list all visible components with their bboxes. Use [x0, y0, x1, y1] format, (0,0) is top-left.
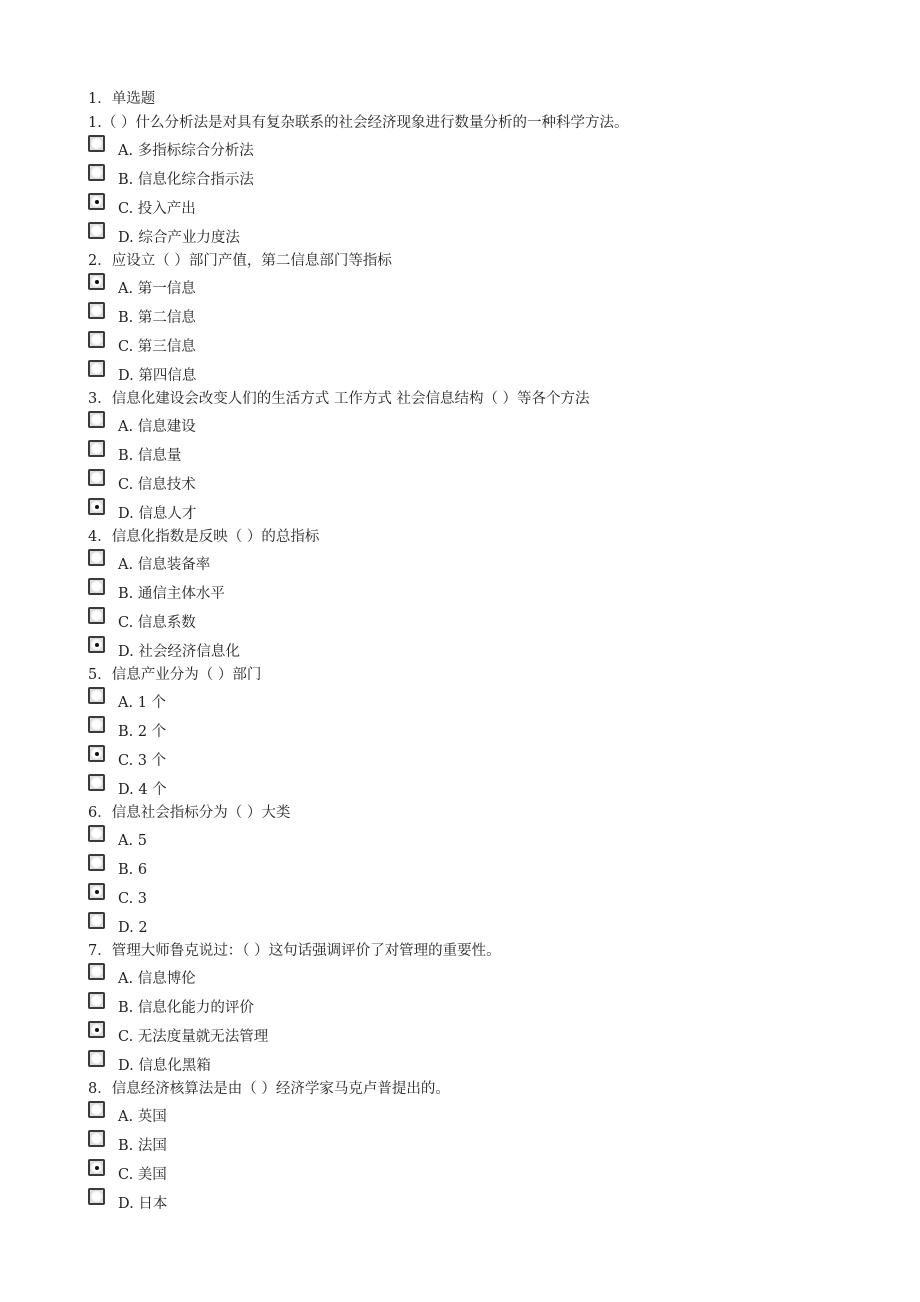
answer-option[interactable] [88, 962, 868, 991]
radio-icon[interactable] [88, 411, 105, 428]
answer-option[interactable] [88, 272, 868, 301]
option-label: B. 法国 [118, 1138, 167, 1154]
option-label: B. 6 [118, 862, 148, 878]
question-text: 7．管理大师鲁克说过：（ ）这句话强调评价了对管理的重要性。 [88, 943, 501, 959]
option-label: C. 第三信息 [118, 339, 196, 355]
radio-icon[interactable] [88, 164, 105, 181]
radio-icon[interactable] [88, 1050, 105, 1067]
document-body [88, 88, 868, 1216]
answer-option[interactable] [88, 1187, 868, 1216]
question-block [88, 526, 868, 664]
answer-option[interactable] [88, 882, 868, 911]
option-label: B. 通信主体水平 [118, 586, 225, 602]
option-label: A. 5 [118, 833, 147, 849]
answer-option[interactable] [88, 635, 868, 664]
option-label: C. 投入产出 [118, 201, 196, 217]
radio-icon[interactable] [88, 992, 105, 1009]
option-label: A. 信息博伦 [118, 971, 196, 987]
option-label: C. 3 个 [118, 753, 167, 769]
radio-selected-icon[interactable] [88, 745, 105, 762]
radio-icon[interactable] [88, 963, 105, 980]
radio-icon[interactable] [88, 578, 105, 595]
answer-option[interactable] [88, 410, 868, 439]
radio-selected-icon[interactable] [88, 636, 105, 653]
answer-option[interactable] [88, 1158, 868, 1187]
question-text: 3．信息化建设会改变人们的生活方式 工作方式 社会信息结构（ ）等各个方法 [88, 391, 590, 407]
option-label: A. 1 个 [118, 695, 167, 711]
radio-icon[interactable] [88, 607, 105, 624]
radio-icon[interactable] [88, 716, 105, 733]
option-label: D. 4 个 [118, 782, 167, 798]
question-text: 1.（ ）什么分析法是对具有复杂联系的社会经济现象进行数量分析的一种科学方法。 [88, 115, 629, 131]
radio-icon[interactable] [88, 331, 105, 348]
option-label: B. 信息量 [118, 448, 182, 464]
answer-option[interactable] [88, 744, 868, 773]
option-label: C. 信息技术 [118, 477, 196, 493]
answer-option[interactable] [88, 497, 868, 526]
answer-option[interactable] [88, 1020, 868, 1049]
question-block [88, 388, 868, 526]
radio-selected-icon[interactable] [88, 1159, 105, 1176]
radio-icon[interactable] [88, 1130, 105, 1147]
answer-option[interactable] [88, 606, 868, 635]
radio-icon[interactable] [88, 135, 105, 152]
option-label: A. 第一信息 [118, 281, 196, 297]
answer-option[interactable] [88, 715, 868, 744]
answer-option[interactable] [88, 853, 868, 882]
answer-option[interactable] [88, 577, 868, 606]
answer-option[interactable] [88, 163, 868, 192]
answer-option[interactable] [88, 548, 868, 577]
question-block [88, 664, 868, 802]
question-block [88, 802, 868, 940]
answer-option[interactable] [88, 221, 868, 250]
answer-option[interactable] [88, 991, 868, 1020]
question-block [88, 250, 868, 388]
radio-selected-icon[interactable] [88, 883, 105, 900]
radio-icon[interactable] [88, 774, 105, 791]
question-text: 4．信息化指数是反映（ ）的总指标 [88, 529, 320, 545]
answer-option[interactable] [88, 1100, 868, 1129]
radio-selected-icon[interactable] [88, 193, 105, 210]
radio-icon[interactable] [88, 440, 105, 457]
option-label: B. 2 个 [118, 724, 167, 740]
question-text: 6．信息社会指标分为（ ）大类 [88, 805, 291, 821]
option-label: D. 日本 [118, 1196, 168, 1212]
radio-icon[interactable] [88, 469, 105, 486]
radio-icon[interactable] [88, 1188, 105, 1205]
option-label: C. 美国 [118, 1167, 167, 1183]
answer-option[interactable] [88, 1049, 868, 1078]
question-text: 2．应设立（ ）部门产值，第二信息部门等指标 [88, 253, 392, 269]
radio-icon[interactable] [88, 549, 105, 566]
radio-icon[interactable] [88, 825, 105, 842]
answer-option[interactable] [88, 192, 868, 221]
radio-icon[interactable] [88, 222, 105, 239]
answer-option[interactable] [88, 686, 868, 715]
option-label: B. 信息化综合指示法 [118, 172, 254, 188]
question-text: 8．信息经济核算法是由（ ）经济学家马克卢普提出的。 [88, 1081, 450, 1097]
section-heading: 1．单选题 [88, 91, 156, 107]
answer-option[interactable] [88, 359, 868, 388]
option-label: D. 综合产业力度法 [118, 230, 240, 246]
option-label: A. 信息建设 [118, 419, 196, 435]
answer-option[interactable] [88, 824, 868, 853]
radio-icon[interactable] [88, 360, 105, 377]
option-label: A. 信息装备率 [118, 557, 211, 573]
question-block [88, 940, 868, 1078]
option-label: C. 信息系数 [118, 615, 196, 631]
radio-selected-icon[interactable] [88, 1021, 105, 1038]
option-label: B. 信息化能力的评价 [118, 1000, 254, 1016]
option-label: D. 第四信息 [118, 368, 197, 384]
answer-option[interactable] [88, 773, 868, 802]
option-label: C. 无法度量就无法管理 [118, 1029, 269, 1045]
question-text: 5．信息产业分为（ ）部门 [88, 667, 262, 683]
answer-option[interactable] [88, 468, 868, 497]
option-label: D. 社会经济信息化 [118, 644, 240, 660]
question-block [88, 1078, 868, 1216]
option-label: A. 多指标综合分析法 [118, 143, 254, 159]
question-list [88, 112, 868, 1216]
radio-selected-icon[interactable] [88, 273, 105, 290]
answer-option[interactable] [88, 439, 868, 468]
answer-option[interactable] [88, 330, 868, 359]
radio-icon[interactable] [88, 1101, 105, 1118]
radio-icon[interactable] [88, 302, 105, 319]
option-label: A. 英国 [118, 1109, 167, 1125]
option-label: D. 2 [118, 920, 148, 936]
radio-icon[interactable] [88, 687, 105, 704]
option-label: D. 信息化黑箱 [118, 1058, 211, 1074]
question-block [88, 112, 868, 250]
radio-icon[interactable] [88, 854, 105, 871]
answer-option[interactable] [88, 1129, 868, 1158]
option-label: D. 信息人才 [118, 506, 197, 522]
option-label: C. 3 [118, 891, 148, 907]
answer-option[interactable] [88, 134, 868, 163]
radio-selected-icon[interactable] [88, 498, 105, 515]
option-label: B. 第二信息 [118, 310, 196, 326]
radio-icon[interactable] [88, 912, 105, 929]
answer-option[interactable] [88, 301, 868, 330]
answer-option[interactable] [88, 911, 868, 940]
